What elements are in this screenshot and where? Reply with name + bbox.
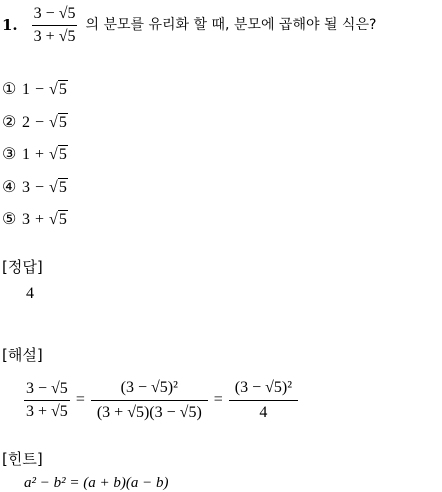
option-term: 1 <box>22 146 30 163</box>
explanation-rhs-numerator: (3 − √5)² <box>229 379 298 401</box>
option-radicand: 5 <box>58 146 67 163</box>
option-operator: + <box>35 211 45 228</box>
option-operator: − <box>35 114 45 131</box>
option-radicand: 5 <box>58 179 67 196</box>
explanation-equation <box>24 368 298 432</box>
explanation-label: [해설] <box>2 346 43 364</box>
hint-label: [힌트] <box>2 450 43 468</box>
explanation-mid-denominator: (3 + √5)(3 − √5) <box>96 403 202 421</box>
answer-value: 4 <box>26 285 34 302</box>
sqrt-symbol: √5 <box>49 179 67 196</box>
sqrt-symbol: √5 <box>49 211 67 228</box>
question-number: 1. <box>2 16 18 34</box>
option-item[interactable] <box>2 179 68 197</box>
equals-sign-1: = <box>75 391 85 408</box>
option-operator: + <box>35 146 45 163</box>
option-term: 3 <box>22 179 30 196</box>
answer-label: [정답] <box>2 258 43 276</box>
option-item[interactable] <box>2 114 68 132</box>
option-operator: − <box>35 81 45 98</box>
option-mark: ③ <box>2 146 17 163</box>
option-mark: ④ <box>2 179 17 196</box>
option-mark: ① <box>2 81 17 98</box>
sqrt-symbol: √5 <box>49 81 67 98</box>
question-line <box>2 2 376 48</box>
explanation-rhs <box>229 379 298 422</box>
question-fraction-numerator: 3 − √5 <box>32 5 78 26</box>
explanation-mid <box>91 379 208 422</box>
explanation-mid-numerator: (3 − √5)² <box>91 379 208 401</box>
explanation-rhs-denominator: 4 <box>259 403 268 421</box>
question-text: 의 분모를 유리화 할 때, 분모에 곱해야 될 식은? <box>85 17 377 33</box>
question-fraction <box>32 5 78 46</box>
option-term: 3 <box>22 211 30 228</box>
sqrt-symbol: √5 <box>49 146 67 163</box>
explanation-lhs-numerator: 3 − √5 <box>24 380 70 401</box>
option-item[interactable] <box>2 146 68 164</box>
option-radicand: 5 <box>58 81 67 98</box>
option-mark: ⑤ <box>2 211 17 228</box>
hint-formula: a² − b² = (a + b)(a − b) <box>24 475 169 491</box>
explanation-lhs <box>24 380 70 421</box>
option-radicand: 5 <box>58 114 67 131</box>
option-mark: ② <box>2 114 17 131</box>
question-fraction-denominator: 3 + √5 <box>33 27 76 45</box>
option-operator: − <box>35 179 45 196</box>
option-item[interactable] <box>2 81 68 99</box>
sqrt-symbol: √5 <box>49 114 67 131</box>
equals-sign-2: = <box>213 391 223 408</box>
option-term: 1 <box>22 81 30 98</box>
option-term: 2 <box>22 114 30 131</box>
explanation-lhs-denominator: 3 + √5 <box>26 402 68 420</box>
option-item[interactable] <box>2 211 68 229</box>
option-radicand: 5 <box>58 211 67 228</box>
